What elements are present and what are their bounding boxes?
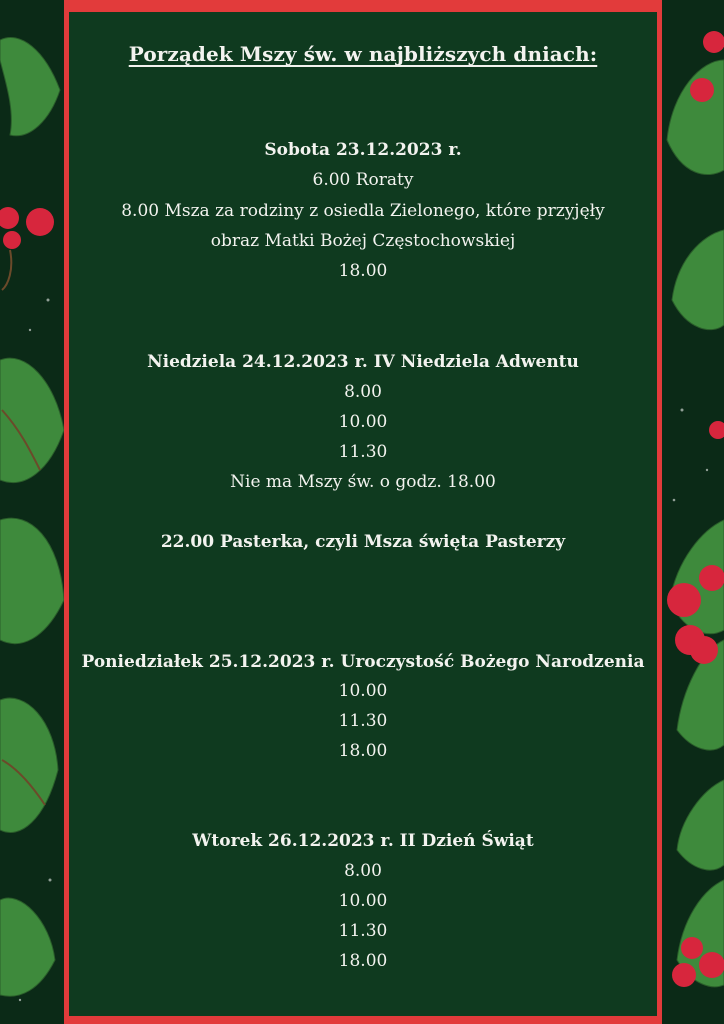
saturday-heading: Sobota 23.12.2023 r. <box>264 140 462 160</box>
holly-decoration-right <box>662 0 724 1024</box>
tuesday-time: 8.00 <box>344 861 382 881</box>
sunday-time: 8.00 <box>344 382 382 402</box>
monday-time: 18.00 <box>338 741 388 761</box>
holly-decoration-left <box>0 0 64 1024</box>
saturday-rorate: 6.00 Roraty <box>312 170 414 190</box>
saturday-mass-18: 18.00 <box>338 261 388 281</box>
tuesday-heading: Wtorek 26.12.2023 r. II Dzień Świąt <box>192 831 534 851</box>
holly-leaves-right-icon <box>662 0 724 1024</box>
monday-heading: Poniedziałek 25.12.2023 r. Uroczystość Bożego Narodzenia <box>81 652 645 672</box>
tuesday-time: 11.30 <box>338 921 388 941</box>
sunday-time: 10.00 <box>338 412 388 432</box>
sunday-time: 11.30 <box>338 442 388 462</box>
monday-time: 10.00 <box>338 681 388 701</box>
sunday-pasterka: 22.00 Pasterka, czyli Msza święta Pasterzy <box>160 532 566 552</box>
schedule-panel <box>64 0 662 1024</box>
saturday-mass-8: 8.00 Msza za rodziny z osiedla Zielonego, które przyjęły <box>121 201 605 221</box>
sunday-note: Nie ma Mszy św. o godz. 18.00 <box>230 472 496 492</box>
tuesday-time: 10.00 <box>338 891 388 911</box>
saturday-mass-8-cont: obraz Matki Bożej Częstochowskiej <box>210 231 516 251</box>
monday-time: 11.30 <box>338 711 388 731</box>
page-title: Porządek Mszy św. w najbliższych dniach: <box>128 42 598 66</box>
tuesday-time: 18.00 <box>338 951 388 971</box>
sunday-heading: Niedziela 24.12.2023 r. IV Niedziela Adwentu <box>147 352 579 372</box>
holly-leaves-left-icon <box>0 0 64 1024</box>
